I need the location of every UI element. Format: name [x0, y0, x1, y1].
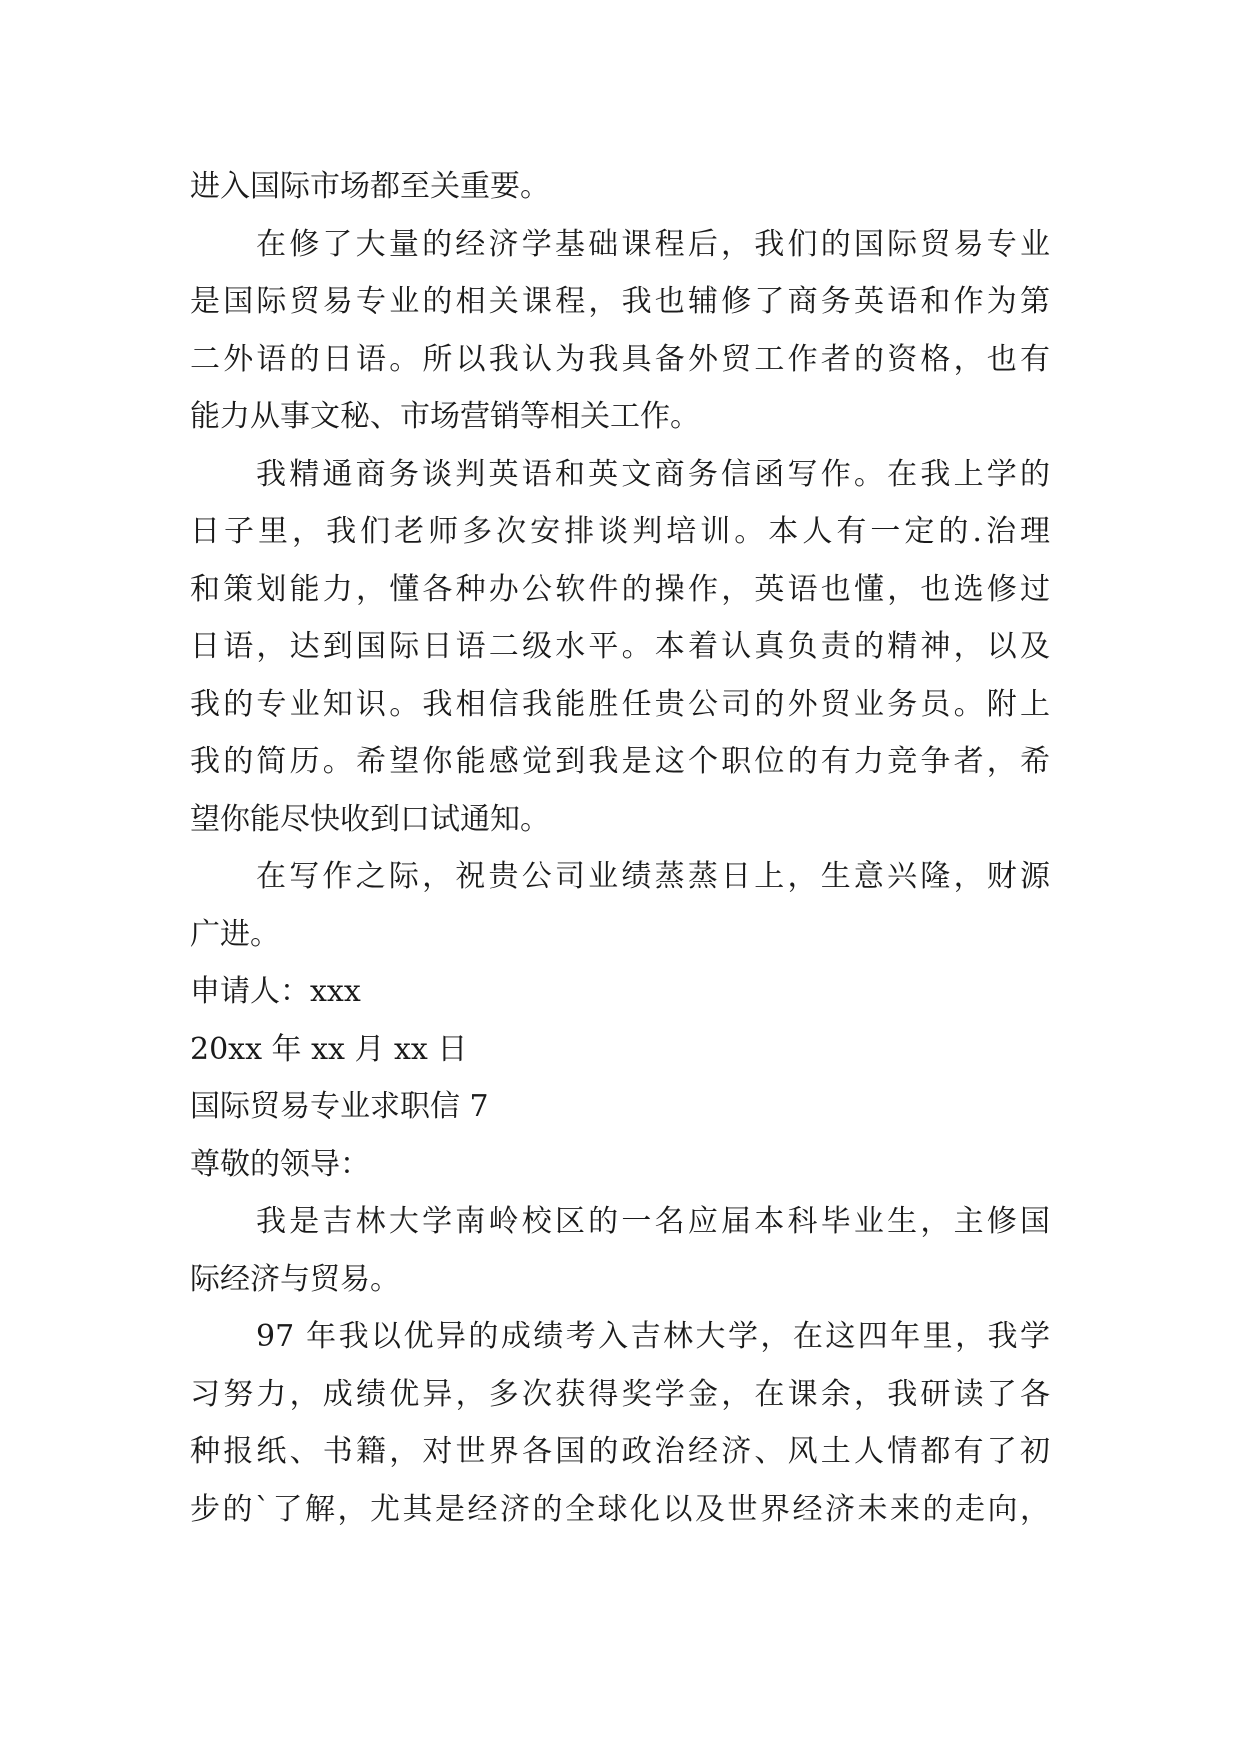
text-line: 在修了大量的经济学基础课程后，我们的国际贸易专业	[256, 226, 1050, 262]
text-line: 尊敬的领导：	[190, 1146, 370, 1182]
letter-body	[190, 158, 1050, 1538]
text-line: 日语，达到国际日语二级水平。本着认真负责的精神，以及	[190, 629, 1050, 664]
text-line: 进入国际市场都至关重要。	[190, 169, 550, 204]
text-line: 广进。	[190, 916, 280, 952]
text-line: 我的专业知识。我相信我能胜任贵公司的外贸业务员。附上	[190, 686, 1050, 722]
text-line: 望你能尽快收到口试通知。	[190, 801, 550, 837]
text-line: 种报纸、书籍，对世界各国的政治经济、风土人情都有了初	[190, 1434, 1050, 1469]
text-line: 我的简历。希望你能感觉到我是这个职位的有力竞争者，希	[190, 744, 1050, 779]
text-line: 申请人：xxx	[190, 974, 361, 1009]
text-line: 97 年我以优异的成绩考入吉林大学，在这四年里，我学	[256, 1319, 1050, 1354]
text-line: 和策划能力，懂各种办公软件的操作，英语也懂，也选修过	[190, 571, 1050, 607]
text-line: 我精通商务谈判英语和英文商务信函写作。在我上学的	[256, 456, 1050, 492]
text-line: 在写作之际，祝贵公司业绩蒸蒸日上，生意兴隆，财源	[256, 859, 1050, 894]
text-line: 能力从事文秘、市场营销等相关工作。	[190, 399, 700, 434]
text-line: 习努力，成绩优异，多次获得奖学金，在课余，我研读了各	[190, 1376, 1050, 1412]
text-line: 际经济与贸易。	[190, 1261, 400, 1297]
text-line: 二外语的日语。所以我认为我具备外贸工作者的资格，也有	[190, 341, 1050, 377]
text-line: 国际贸易专业求职信 7	[190, 1089, 489, 1124]
text-line: 步的`了解，尤其是经济的全球化以及世界经济未来的走向，	[190, 1491, 1050, 1527]
text-line: 日子里，我们老师多次安排谈判培训。本人有一定的.治理	[190, 514, 1050, 549]
text-line: 我是吉林大学南岭校区的一名应届本科毕业生，主修国	[256, 1204, 1050, 1239]
text-line: 是国际贸易专业的相关课程，我也辅修了商务英语和作为第	[190, 284, 1050, 319]
text-line: 20xx 年 xx 月 xx 日	[190, 1031, 468, 1067]
